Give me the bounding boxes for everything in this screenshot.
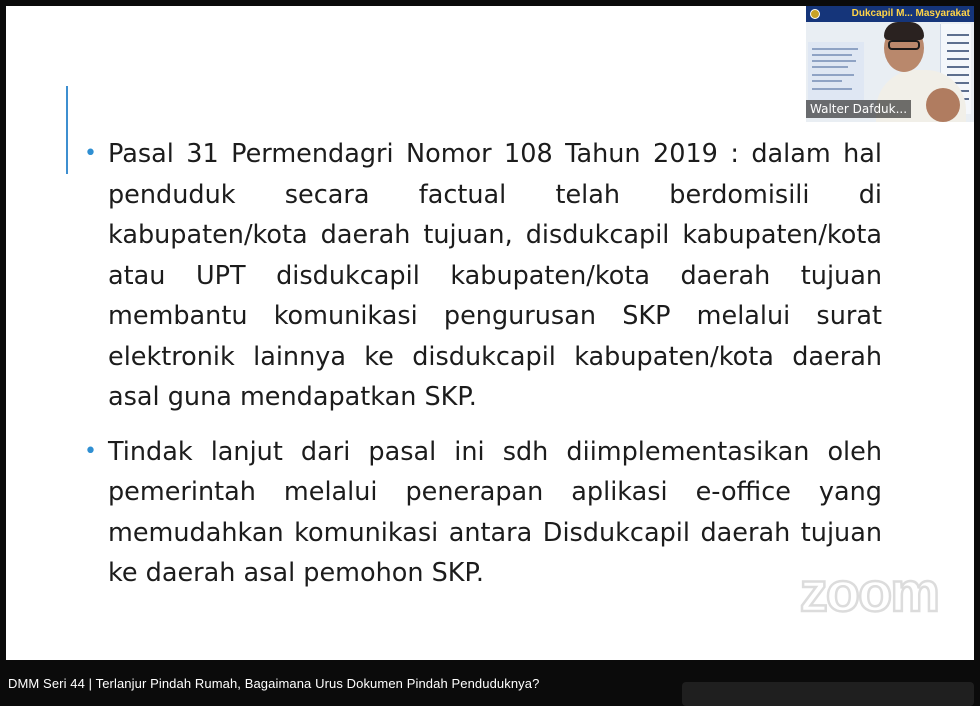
bullet-icon: • <box>84 141 97 166</box>
webcam-banner <box>806 6 974 22</box>
presenter-hair <box>884 22 924 40</box>
background-poster <box>808 42 864 100</box>
bullet-text: Tindak lanjut dari pasal ini sdh diimplementasikan oleh pemerintah melalui penerapan aplikasi e-office yang memudahkan komunikasi antara Disdukcapil daerah tujuan ke daerah asal pemohon SKP. <box>108 436 882 588</box>
slide-accent-line <box>66 86 68 174</box>
player-control-overlay[interactable] <box>682 682 974 706</box>
slide-content <box>84 134 882 608</box>
participant-name-label: Walter Dafduk... <box>806 100 911 118</box>
banner-text: Dukcapil M... Masyarakat <box>851 8 970 19</box>
slide-bullet <box>84 134 882 418</box>
video-title: DMM Seri 44 | Terlanjur Pindah Rumah, Bagaimana Urus Dokumen Pindah Penduduknya? <box>8 676 540 691</box>
zoom-watermark: zoom <box>799 560 938 623</box>
participant-video-tile[interactable] <box>806 6 974 122</box>
banner-logo-icon <box>810 9 820 19</box>
bullet-icon: • <box>84 438 97 464</box>
presenter-hand <box>926 88 960 122</box>
presenter-glasses <box>888 40 920 50</box>
bullet-text: Pasal 31 Permendagri Nomor 108 Tahun 2019 : dalam hal penduduk secara factual telah berdomisili di kabupaten/kota daerah tujuan, disdukcapil kabupaten/kota atau UPT disdukcapil kabupaten/kota daerah tujuan membantu komunikasi pengurusan SKP melalui surat elektronik lainnya ke disdukcapil kabupaten/kota daerah asal guna mendapatkan SKP. <box>108 139 882 412</box>
slide-bullet <box>84 432 882 594</box>
